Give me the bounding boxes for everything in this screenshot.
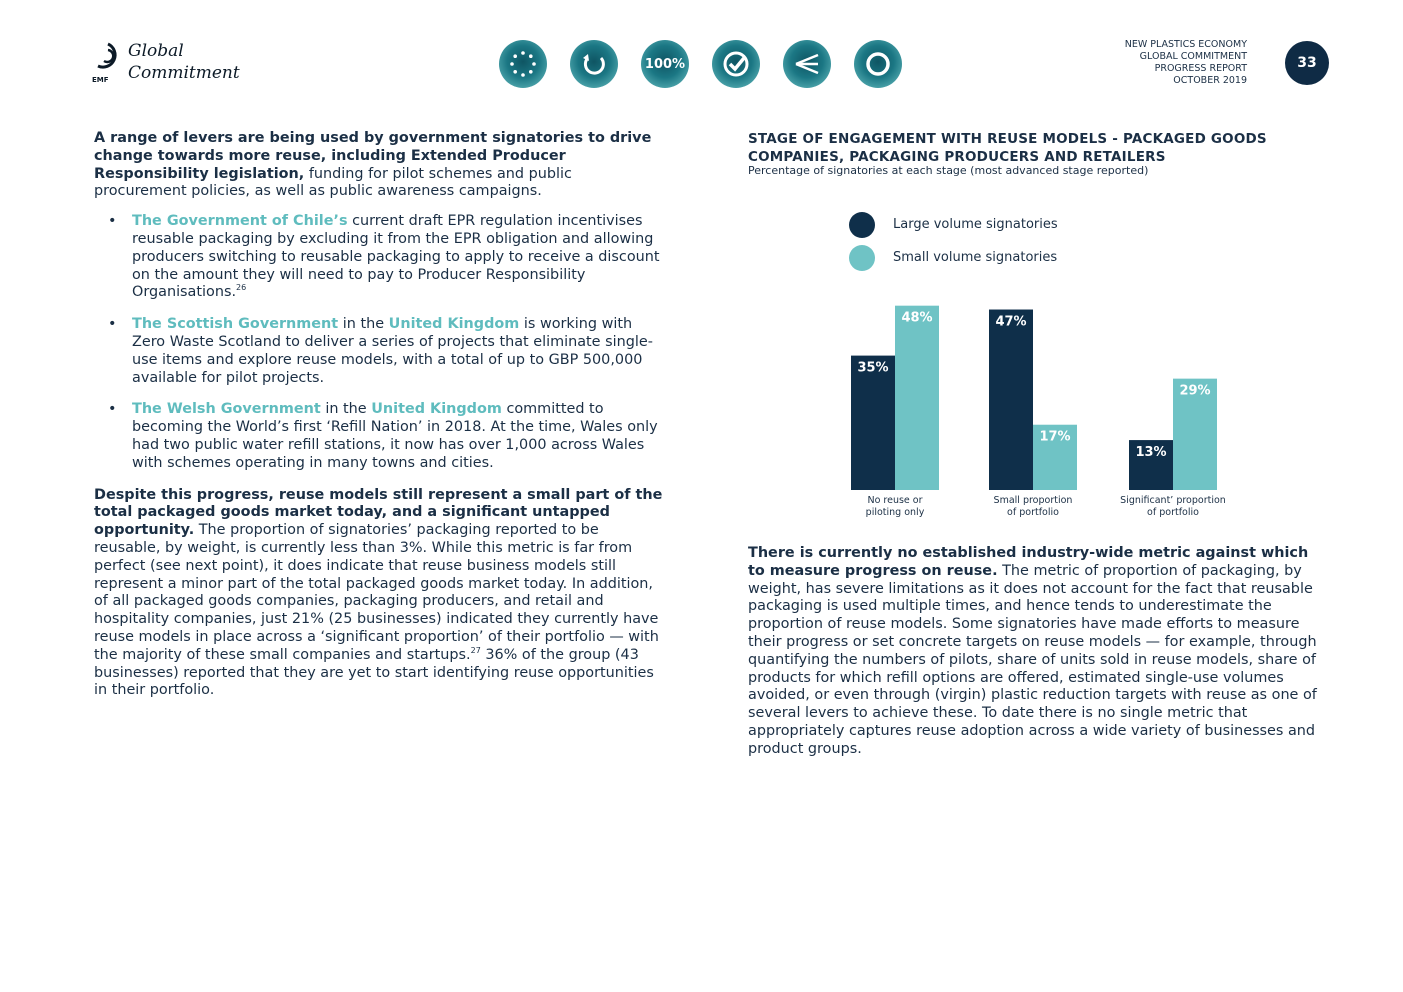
global-commitment-logo [92,40,240,88]
stars-circle-icon [499,40,547,88]
bar-small [895,306,939,490]
checkmark-icon [712,40,760,88]
intro-paragraph: A range of levers are being used by government signatories to drive change towards more reuse, including Extended Producer Responsibility legislation, funding for pilot schemes and public procurement policies, as well as public awareness campaigns. [94,130,652,200]
circular-arrow-icon [570,40,618,88]
category-label: of portfolio [1007,507,1059,518]
category-label: Small proportion [993,495,1073,506]
legend-label-large: Large volume signatories [893,217,1058,232]
metric-paragraph: There is currently no established industry-wide metric against which to measure progress on reuse. The metric of proportion of packaging, by weight, has severe limitations as it does not account for the fact that reusable packaging is used multiple times, and hence tends to underestimate the proportion of reuse models. Some signatories have made efforts to measure their progress or set concrete targets on reuse models — for example, through quantifying the numbers of pilots, share of units sold in reuse models, share of products for which refill options are offered, estimated single-use volumes avoided, or even through (virgin) plastic reduction targets with reuse as one of several levers to achieve these. To date there is no single metric that appropriately captures reuse adoption across a wide variety of businesses and product groups. [748,545,1317,757]
left-column [94,130,664,712]
bar-value-label: 47% [995,314,1027,330]
report-line: OCTOBER 2019 [1173,75,1247,86]
legend-swatch-large [849,212,875,238]
bar-chart [820,290,1260,522]
report-line: GLOBAL COMMITMENT [1139,51,1247,62]
circle-ring-icon [854,40,902,88]
swirl-logo-icon [92,40,124,80]
report-line: PROGRESS REPORT [1154,63,1247,74]
chart-subtitle: Percentage of signatories at each stage (most advanced stage reported) [748,164,1149,177]
logo-sub: EMF [92,76,109,84]
logo-wordmark: Global Commitment [128,41,240,83]
bar-value-label: 13% [1135,445,1167,461]
list-item: • The Welsh Government in the United Kingdom committed to becoming the World’s first ‘Refill Nation’ in 2018. At the time, Wales only had two public water refill stations, it now has over 1,000 across Wales with schemes operating in many towns and cities. [94,401,664,472]
legend-swatch-small [849,245,875,271]
theme-icons [499,40,902,88]
category-label: piloting only [865,507,925,518]
examples-list [94,213,664,472]
progress-paragraph: Despite this progress, reuse models still represent a small part of the total packaged goods market today, and a significant untapped opportunity. The proportion of signatories’ packaging reported to be reusable, by weight, is currently less than 3%. While this metric is far from perfect (see next point), it does indicate that reuse business models still represent a minor part of the total packaged goods market today. In addition, of all packaged goods companies, packaging producers, and retail and hospitality companies, just 21% (25 businesses) indicated they currently have reuse models in place across a ‘significant proportion’ of their portfolio — with the majority of these small companies and startups.$^{27}$ 36% of the group (43 businesses) reported that they are yet to start identifying reuse opportunities in their portfolio. [94,486,663,699]
bar-value-label: 48% [901,310,933,326]
bar-large [989,310,1033,490]
bar-large [851,356,895,490]
chart-title: STAGE OF ENGAGEMENT WITH REUSE MODELS - PACKAGED GOODS COMPANIES, PACKAGING PRODUCERS AND RETAILERS [748,131,1267,165]
category-label: Significant’ proportion [1120,495,1226,506]
report-line: NEW PLASTICS ECONOMY [1124,39,1247,50]
bar-value-label: 35% [857,360,889,376]
arrows-icon [783,40,831,88]
page-number: 33 [1285,41,1329,85]
category-label: No reuse or [867,495,923,506]
bar-value-label: 29% [1179,383,1211,399]
report-label [1125,39,1247,87]
list-item: • The Government of Chile’s current draft EPR regulation incentivises reusable packaging by excluding it from the EPR obligation and allowing producers switching to reusable packaging to apply to receive a discount on the amount they will need to pay to Producer Responsibility Organisations.$^{26}$ [94,213,664,302]
100-percent-icon: 100% [641,40,689,88]
category-label: of portfolio [1147,507,1199,518]
bar-value-label: 17% [1039,429,1071,445]
legend-label-small: Small volume signatories [893,250,1058,265]
list-item: • The Scottish Government in the United Kingdom is working with Zero Waste Scotland to deliver a series of projects that eliminate single-use items and explore reuse models, with a total of up to GBP 500,000 available for pilot projects. [94,316,664,387]
